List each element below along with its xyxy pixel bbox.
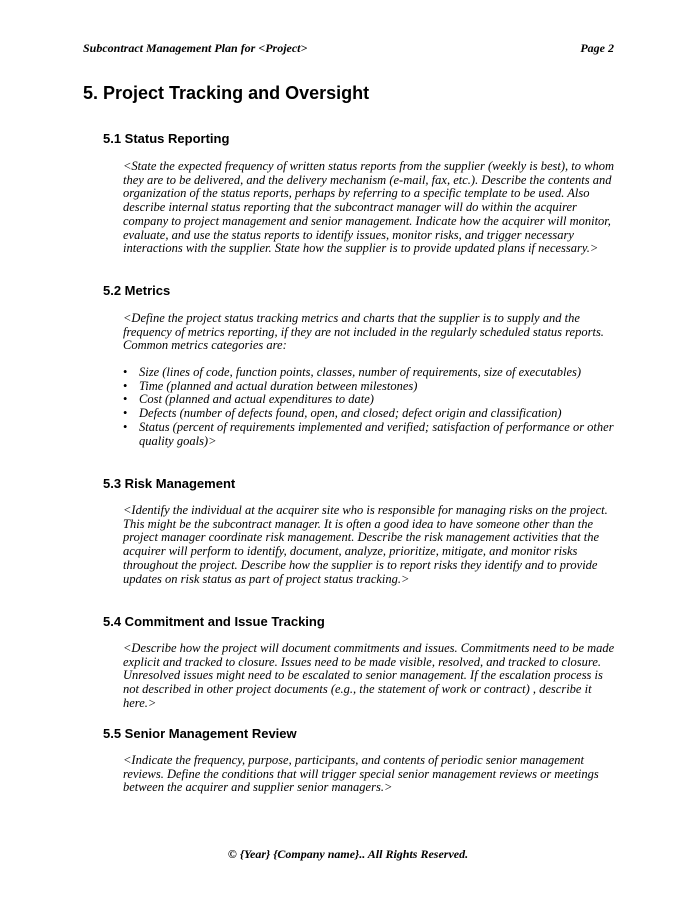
section-text-risk-management: <Identify the individual at the acquirer site who is responsible for managing risks on the project. This might be the subcontract manager. It is often a good idea to have someone other than the project manager coordinate risk management. Describe the risk management activities that the acquirer will perform to identify, document, analyze, prioritize, mitigate, and monitor risks throughout the project. Describe how the supplier is to report risks they identify and to provide updates on risk status as part of project status tracking.> (123, 503, 608, 586)
section-text-status-reporting: <State the expected frequency of written status reports from the supplier (weekly is best), to whom they are to be delivered, and the delivery mechanism (e-mail, fax, etc.). Describe the contents and organization of the status reports, perhaps by referring to a specific template to be used. Also describe internal status reporting that the subcontract manager will do within the acquirer company to project management and senior management. Indicate how the acquirer will monitor, evaluate, and use the status reports to identify issues, monitor risks, and trigger necessary interactions with the supplier. State how the supplier is to provide updated plans if necessary.> (123, 159, 614, 256)
bullet-icon: • (123, 365, 128, 379)
page-number: Page 2 (580, 41, 614, 55)
list-item-text: Cost (planned and actual expenditures to date) (139, 392, 374, 407)
section-heading-risk-management: 5.3 Risk Management (103, 476, 236, 491)
list-item (123, 366, 618, 380)
bullet-icon: • (123, 378, 128, 393)
section-text-metrics: <Define the project status tracking metrics and charts that the supplier is to supply and the frequency of metrics reporting, if they are not included in the regularly scheduled status reports. Common metrics categories are: (123, 311, 604, 353)
bullet-icon: • (123, 392, 128, 407)
section-heading-status-reporting: 5.1 Status Reporting (103, 131, 230, 146)
list-item-text: Size (lines of code, function points, classes, number of requirements, size of executables) (139, 365, 582, 379)
bullet-icon: • (123, 406, 128, 421)
section-heading-commitment-issue-tracking: 5.4 Commitment and Issue Tracking (103, 614, 325, 629)
chapter-title: 5. Project Tracking and Oversight (83, 83, 370, 103)
page-footer-copyright: © {Year} {Company name}.. All Rights Reserved. (227, 847, 469, 861)
list-item (123, 407, 618, 421)
list-item-text: Status (percent of requirements implemented and verified; satisfaction of performance or other quality goals)> (139, 419, 614, 448)
list-item-text: Defects (number of defects found, open, and closed; defect origin and classification) (139, 406, 562, 421)
list-item-text: Time (planned and actual duration between milestones) (139, 378, 418, 393)
section-text-senior-management-review: <Indicate the frequency, purpose, participants, and contents of periodic senior management reviews. Define the conditions that will trigger special senior management reviews or meetings between the acquirer and supplier senior managers.> (123, 753, 599, 795)
list-item (123, 393, 618, 407)
metrics-bullet-list (123, 366, 618, 448)
section-heading-metrics: 5.2 Metrics (103, 283, 171, 298)
section-heading-senior-management-review: 5.5 Senior Management Review (103, 726, 297, 741)
section-text-commitment-issue-tracking: <Describe how the project will document commitments and issues. Commitments need to be made explicit and tracked to closure. Issues need to be made visible, resolved, and tracked to closure. Unresolved issues might need to be escalated to senior management. If the escalation process is not described in other project documents (e.g., the statement of work or contract) , describe it here.> (123, 641, 615, 710)
list-item (123, 380, 618, 394)
list-item (123, 421, 618, 448)
bullet-icon: • (123, 419, 128, 434)
page-header-title: Subcontract Management Plan for <Project> (83, 41, 308, 55)
